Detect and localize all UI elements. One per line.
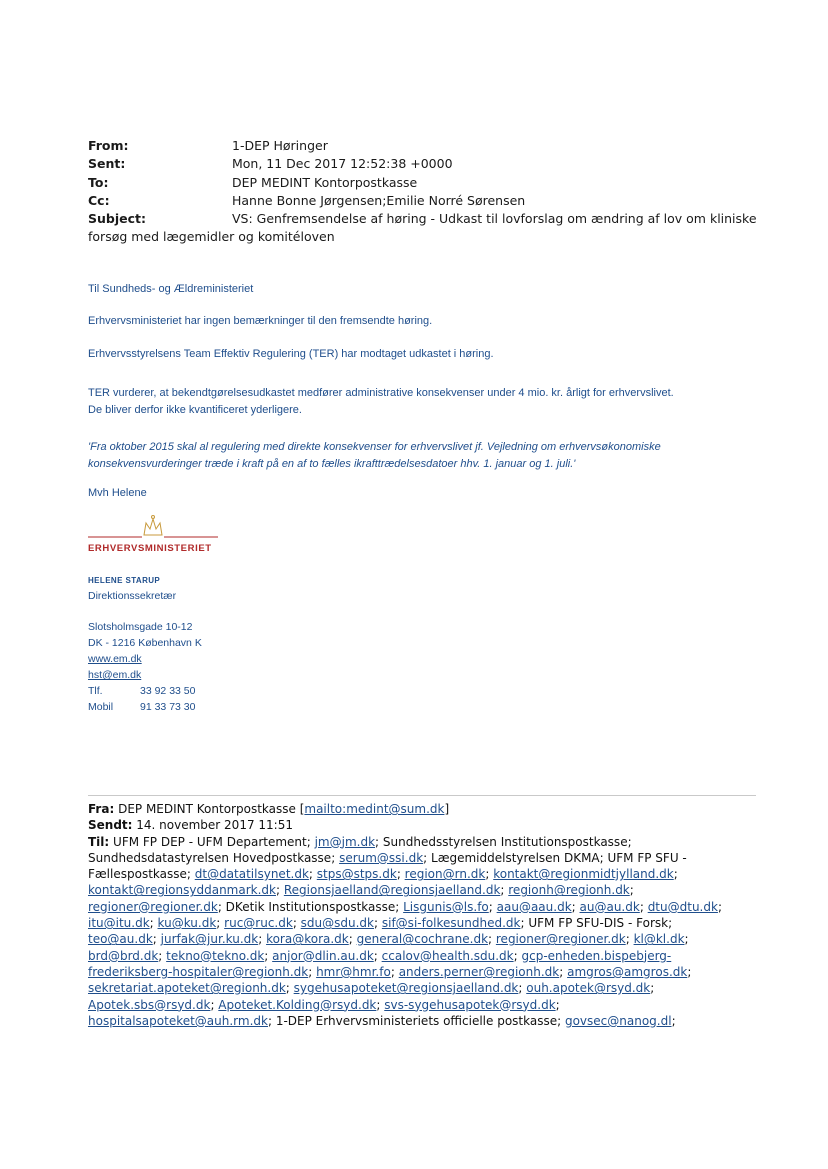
fwd-to-row-6 — [88, 915, 756, 931]
cc-value: Hanne Bonne Jørgensen;Emilie Norré Sørensen — [232, 192, 526, 208]
recipient-link[interactable]: stps@stps.dk — [316, 867, 397, 882]
separator: ; — [210, 997, 219, 1012]
greeting: Til Sundheds- og Ældreministeriet — [88, 283, 254, 295]
separator: ; — [555, 997, 560, 1012]
email-header — [88, 137, 757, 247]
recipient-link[interactable]: sdu@sdu.dk — [300, 916, 375, 931]
separator: ; — [673, 867, 678, 882]
separator: ; — [373, 948, 382, 963]
phone-value: 33 92 33 50 — [140, 685, 196, 697]
recipient-link[interactable]: ccalov@health.sdu.dk — [381, 948, 514, 963]
signature-email-row — [88, 669, 141, 681]
fwd-from-bracket: ] — [444, 802, 450, 816]
recipient-link[interactable]: jurfak@jur.ku.dk — [160, 932, 259, 947]
fwd-from-mailto-link[interactable]: mailto:medint@sum.dk — [304, 802, 445, 816]
sent-label: Sent: — [88, 156, 126, 172]
fwd-to-row-8 — [88, 948, 756, 964]
signature-address-2: DK - 1216 København K — [88, 637, 202, 649]
recipient-link[interactable]: hmr@hmr.fo — [316, 964, 391, 979]
fwd-to-row-1 — [88, 834, 756, 850]
separator: ; — [348, 932, 357, 947]
recipient-link[interactable]: aau@aau.dk — [496, 899, 572, 914]
from-label: From: — [88, 138, 129, 153]
signature-mobile-row — [88, 701, 228, 713]
paragraph-2: Erhvervsstyrelsens Team Effektiv Regulering (TER) har modtaget udkastet i høring. — [88, 348, 494, 360]
recipient-link[interactable]: ku@ku.dk — [157, 916, 217, 931]
signature-address-1: Slotsholmsgade 10-12 — [88, 621, 193, 633]
recipient-link[interactable]: sygehusapoteket@regionsjaelland.dk — [293, 981, 519, 996]
fwd-to-text: ; Lægemiddelstyrelsen DKMA; UFM FP SFU - — [423, 850, 687, 865]
separator: ; — [513, 948, 522, 963]
fwd-to-row-3 — [88, 866, 756, 882]
fwd-to-row-4 — [88, 882, 756, 898]
forward-divider — [88, 795, 756, 796]
separator: ; — [687, 964, 692, 979]
to-label: To: — [88, 174, 109, 190]
separator: ; — [285, 981, 294, 996]
recipient-link[interactable]: sekretariat.apoteket@regionh.dk — [88, 981, 286, 996]
separator: ; — [292, 916, 301, 931]
separator: ; — [650, 981, 655, 996]
fwd-to-text: ; UFM FP SFU-DIS - Forsk; — [520, 916, 673, 931]
subject-line-1: VS: Genfremsendelse af høring - Udkast til lovforslag om ændring af lov om kliniske — [232, 211, 757, 227]
separator: ; — [390, 964, 399, 979]
recipient-link[interactable]: frederiksberg-hospitaler@regionh.dk — [88, 964, 309, 979]
recipient-link[interactable]: anjor@dlin.au.dk — [272, 948, 374, 963]
recipient-link[interactable]: Apoteket.Kolding@rsyd.dk — [218, 997, 377, 1012]
recipient-link[interactable]: jm@jm.dk — [314, 834, 376, 849]
separator: ; — [376, 997, 385, 1012]
recipient-link[interactable]: dt@datatilsynet.dk — [194, 867, 309, 882]
separator: ; — [559, 964, 568, 979]
separator: ; — [276, 883, 284, 898]
recipient-link[interactable]: serum@ssi.dk — [339, 850, 424, 865]
subject-line-2: forsøg med lægemidler og komitéloven — [88, 229, 335, 245]
recipient-link[interactable]: anders.perner@regionh.dk — [398, 964, 560, 979]
recipient-link[interactable]: amgros@amgros.dk — [567, 964, 688, 979]
forwarded-header — [88, 801, 756, 1029]
separator: ; — [518, 981, 527, 996]
signature-phone-row — [88, 685, 228, 697]
paragraph-3-line-2: De bliver derfor ikke kvantificeret yderligere. — [88, 404, 302, 416]
ministry-logo-text: ERHVERVSMINISTERIET — [88, 543, 212, 554]
recipient-link[interactable]: Lisgunis@ls.fo — [403, 899, 489, 914]
recipient-link[interactable]: teo@au.dk — [88, 932, 153, 947]
recipient-link[interactable]: kontakt@regionmidtjylland.dk — [493, 867, 674, 882]
closing: Mvh Helene — [88, 487, 147, 499]
mobile-label: Mobil — [88, 701, 114, 713]
recipient-link[interactable]: kora@kora.dk — [266, 932, 349, 947]
cc-label: Cc: — [88, 192, 110, 208]
signature-web-row — [88, 653, 142, 665]
separator: ; — [258, 932, 267, 947]
recipient-link[interactable]: tekno@tekno.dk — [166, 948, 265, 963]
signature-title: Direktionssekretær — [88, 590, 177, 602]
signature-email-link[interactable]: hst@em.dk — [88, 669, 142, 681]
fwd-sent-value: 14. november 2017 11:51 — [136, 818, 293, 833]
separator: ; — [488, 932, 496, 947]
separator: ; — [571, 899, 580, 914]
separator: ; — [308, 964, 317, 979]
recipient-link[interactable]: general@cochrane.dk — [356, 932, 489, 947]
recipient-link[interactable]: region@rn.dk — [404, 867, 486, 882]
fwd-from-label: Fra: — [88, 802, 115, 816]
signature-web-link[interactable]: www.em.dk — [88, 653, 142, 665]
fwd-sent-label: Sendt: — [88, 818, 133, 833]
separator: ; — [158, 948, 167, 963]
from-row — [88, 137, 738, 155]
recipient-link[interactable]: ruc@ruc.dk — [224, 916, 293, 931]
fwd-to-text: ; DKetik Institutionspostkasse; — [217, 899, 404, 914]
recipient-link[interactable]: hospitalsapoteket@auh.rm.dk — [88, 1013, 268, 1028]
recipient-link[interactable]: gcp-enheden.bispebjerg- — [521, 948, 672, 963]
separator: ; — [308, 867, 317, 882]
fwd-to-row-5 — [88, 899, 756, 915]
to-row — [88, 174, 738, 192]
separator: ; — [149, 916, 158, 931]
paragraph-1: Erhvervsministeriet har ingen bemærkninger til den fremsendte høring. — [88, 315, 433, 327]
recipient-link[interactable]: kl@kl.dk — [633, 932, 685, 947]
fwd-to-text: ; 1-DEP Erhvervsministeriets officielle postkasse; — [267, 1013, 565, 1028]
recipient-link[interactable]: govsec@nanog.dl — [564, 1013, 672, 1028]
cc-row — [88, 192, 738, 210]
fwd-to-text: Fællespostkasse; — [88, 867, 195, 882]
signature-name: HELENE STARUP — [88, 576, 161, 585]
recipient-link[interactable]: dtu@dtu.dk — [647, 899, 718, 914]
fwd-to-row-10 — [88, 980, 756, 996]
recipient-link[interactable]: Regionsjaelland@regionsjaelland.dk — [283, 883, 501, 898]
fwd-to-row-7 — [88, 931, 756, 947]
recipient-link[interactable]: brd@brd.dk — [88, 948, 159, 963]
mobile-value: 91 33 73 30 — [140, 701, 196, 713]
recipient-link[interactable]: regioner@regioner.dk — [495, 932, 626, 947]
recipient-link[interactable]: regioner@regioner.dk — [88, 899, 218, 914]
recipient-link[interactable]: ouh.apotek@rsyd.dk — [526, 981, 651, 996]
separator: ; — [717, 899, 722, 914]
fwd-from-row — [88, 801, 756, 817]
separator: ; — [500, 883, 509, 898]
separator: ; — [216, 916, 225, 931]
fwd-to-text: Sundhedsdatastyrelsen Hovedpostkasse; — [88, 850, 340, 865]
to-value: DEP MEDINT Kontorpostkasse — [232, 174, 418, 190]
fwd-to-label: Til: — [88, 834, 110, 849]
separator: ; — [684, 932, 689, 947]
separator: ; — [625, 932, 634, 947]
separator: ; — [671, 1013, 676, 1028]
separator: ; — [639, 899, 648, 914]
fwd-to-row-11 — [88, 997, 756, 1013]
separator: ; — [396, 867, 405, 882]
separator: ; — [374, 916, 382, 931]
fwd-to-row-2 — [88, 850, 756, 866]
recipient-link[interactable]: Apotek.sbs@rsyd.dk — [88, 997, 211, 1012]
fwd-to-row-9 — [88, 964, 756, 980]
separator: ; — [488, 899, 497, 914]
phone-label: Tlf. — [88, 685, 103, 697]
fwd-to-text: UFM FP DEP - UFM Departement; — [113, 834, 315, 849]
recipient-link[interactable]: kontakt@regionsyddanmark.dk — [88, 883, 276, 898]
separator: ; — [152, 932, 161, 947]
from-value: 1-DEP Høringer — [232, 138, 328, 153]
recipient-link[interactable]: au@au.dk — [579, 899, 640, 914]
fwd-sent-row — [88, 817, 756, 833]
quote-line-2: konsekvensvurderinger træde i kraft på en af to fælles ikrafttrædelsesdatoer hhv. 1. januar og 1. juli.' — [88, 458, 576, 470]
subject-label: Subject: — [88, 211, 146, 227]
subject-row — [88, 210, 757, 247]
fwd-from-value: DEP MEDINT Kontorpostkasse [ — [118, 802, 305, 816]
separator: ; — [485, 867, 494, 882]
paragraph-3-line-1: TER vurderer, at bekendtgørelsesudkastet medfører administrative konsekvenser under 4 mio. kr. årligt for erhvervslivet. — [88, 387, 674, 399]
recipient-link[interactable]: regionh@regionh.dk — [508, 883, 630, 898]
recipient-link[interactable]: svs-sygehusapotek@rsyd.dk — [384, 997, 556, 1012]
separator: ; — [264, 948, 273, 963]
recipient-link[interactable]: itu@itu.dk — [88, 916, 150, 931]
recipient-link[interactable]: sif@si-folkesundhed.dk — [381, 916, 521, 931]
sent-value: Mon, 11 Dec 2017 12:52:38 +0000 — [232, 156, 453, 172]
sent-row — [88, 155, 738, 173]
fwd-to-text: ; Sundhedsstyrelsen Institutionspostkasse; — [375, 834, 632, 849]
fwd-to-row-12 — [88, 1013, 756, 1029]
quote-line-1: 'Fra oktober 2015 skal al regulering med direkte konsekvenser for erhvervslivet jf. Vejledning om erhvervsøkonomiske — [88, 441, 661, 453]
separator: ; — [629, 883, 634, 898]
